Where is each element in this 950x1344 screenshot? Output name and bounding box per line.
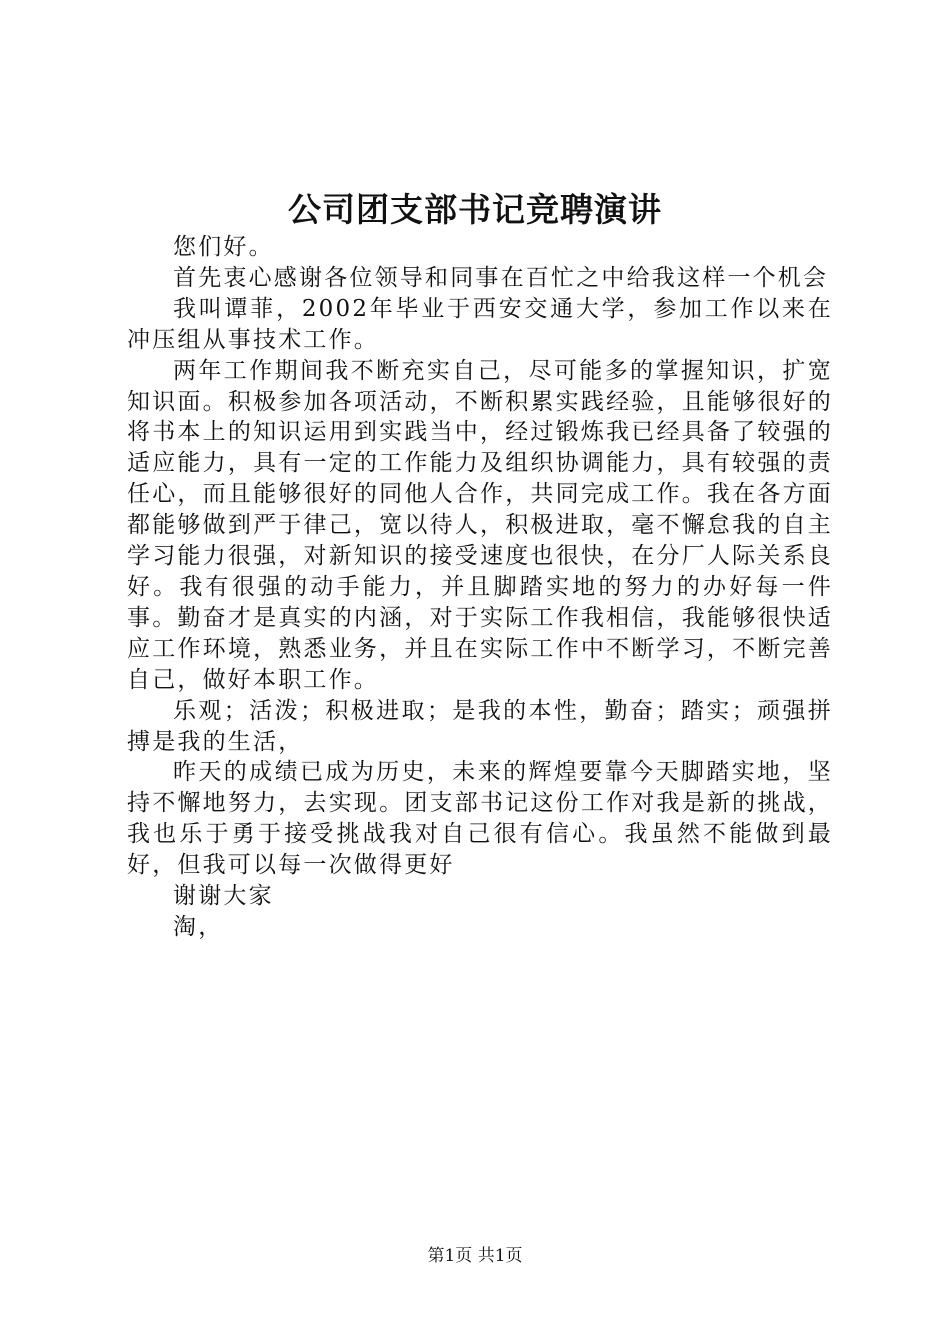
paragraph-commitment: 昨天的成绩已成为历史，未来的辉煌要靠今天脚踏实地，坚持不懈地努力，去实现。团支部书记这份工作对我是新的挑战，我也乐于勇于接受挑战我对自己很有信心。我虽然不能做到最好，但我可以每一次做得更好 (127, 759, 833, 879)
paragraph-fragment: 淘， (173, 913, 224, 940)
paragraph-character: 乐观；活泼；积极进取；是我的本性，勤奋；踏实；顽强拼搏是我的生活， (127, 697, 833, 755)
paragraph-greeting: 您们好。 (173, 234, 274, 260)
paragraph-introduction: 我叫谭菲，2002年毕业于西安交通大学，参加工作以来在冲压组从事技术工作。 (127, 295, 833, 353)
paragraph-experience: 两年工作期间我不断充实自己，尽可能多的掌握知识，扩宽知识面。积极参加各项活动，不断积累实践经验，且能够很好的将书本上的知识运用到实践当中，经过锻炼我已经具备了较强的适应能力，具有一定的工作能力及组织协调能力，具有较强的责任心，而且能够很好的同他人合作，共同完成工作。我在各方面都能够做到严于律己，宽以待人，积极进取，毫不懈怠我的自主学习能力很强，对新知识的接受速度也很快，在分厂人际关系良好。我有很强的动手能力，并且脚踏实地的努力的办好每一件事。勤奋才是真实的内涵，对于实际工作我相信，我能够很快适应工作环境，熟悉业务，并且在实际工作中不断学习，不断完善自己，做好本职工作。 (127, 357, 833, 693)
page-footer: 第1页 共1页 (427, 1246, 523, 1266)
paragraph-closing: 谢谢大家 (173, 883, 274, 910)
paragraph-thanks: 首先衷心感谢各位领导和同事在百忙之中给我这样一个机会 (173, 264, 829, 291)
document-title: 公司团支部书记竞聘演讲 (288, 190, 662, 229)
document-body (127, 232, 833, 943)
